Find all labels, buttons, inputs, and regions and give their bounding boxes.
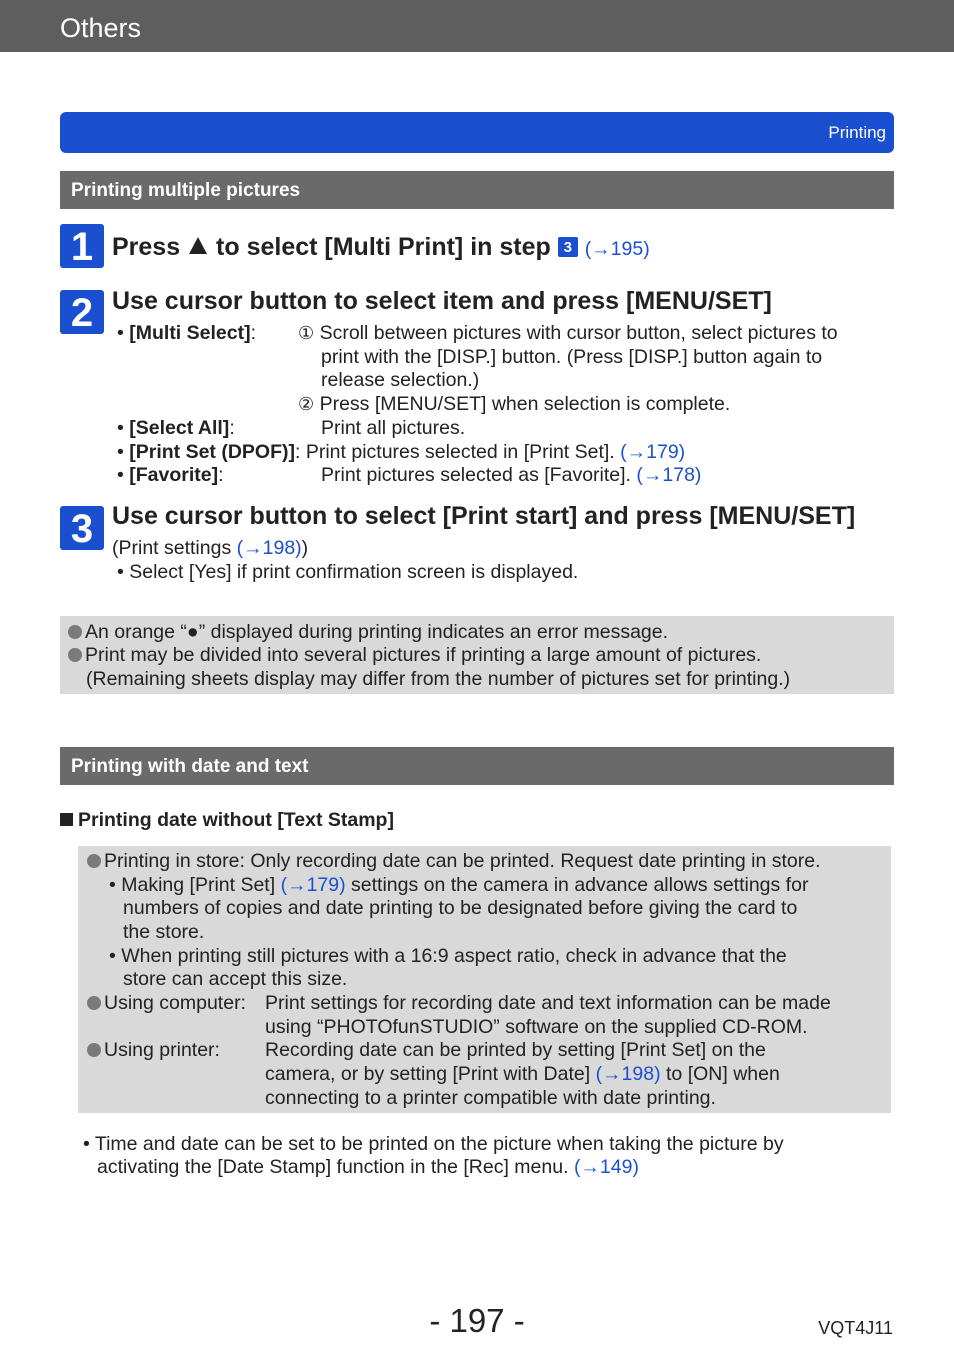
store-bullet-1: • Making [Print Set] (→179) settings on the camera in advance allows settings for xyxy=(109,874,809,896)
step-3-bullet: • Select [Yes] if print confirmation screen is displayed. xyxy=(117,561,579,583)
section-header-multi xyxy=(60,171,894,209)
model-code: VQT4J11 xyxy=(818,1318,893,1338)
favorite-desc: Print pictures selected as [Favorite]. (→178) xyxy=(321,464,702,486)
step-3-badge: 3 xyxy=(60,506,104,550)
step-1-text-a: Press xyxy=(112,233,181,261)
select-all-desc: Print all pictures. xyxy=(321,417,466,439)
multi-select-desc-1: ① Scroll between pictures with cursor button, select pictures to xyxy=(298,322,838,344)
computer-label: Using computer: xyxy=(87,992,246,1015)
store-line: Printing in store: Only recording date can be printed. Request date printing in store. xyxy=(87,850,821,873)
computer-desc-b: using “PHOTOfunSTUDIO” software on the supplied CD-ROM. xyxy=(265,1016,808,1038)
date-stamp-link[interactable]: (→149) xyxy=(573,1156,639,1178)
step-3-heading: Use cursor button to select [Print start] and press [MENU/SET] xyxy=(112,502,856,530)
printer-desc-b: camera, or by setting [Print with Date] (→198) to [ON] when xyxy=(265,1063,780,1085)
multi-select-desc-1b: print with the [DISP.] button. (Press [DISP.] button again to xyxy=(321,346,823,368)
step-2-heading: Use cursor button to select item and press [MENU/SET] xyxy=(112,287,772,315)
store-bullet-1c: the store. xyxy=(123,921,205,943)
multi-select-item: • [Multi Select]: xyxy=(117,322,257,344)
step-2-badge: 2 xyxy=(60,290,104,334)
square-bullet-icon xyxy=(60,813,73,826)
bullet-dot-icon xyxy=(68,648,82,662)
section-header-date xyxy=(60,747,894,785)
step-1-badge: 1 xyxy=(60,224,104,268)
topic-bar xyxy=(60,112,894,153)
note-1-line-1: An orange “●” displayed during printing indicates an error message. xyxy=(68,621,668,644)
step-1-heading xyxy=(112,233,650,262)
page-number: - 197 - xyxy=(429,1302,525,1339)
store-bullet-1b: numbers of copies and date printing to be designated before giving the card to xyxy=(123,897,798,919)
multi-select-desc-1c: release selection.) xyxy=(321,369,480,391)
bullet-dot-icon xyxy=(87,1043,101,1057)
printer-desc-a: Recording date can be printed by setting [Print Set] on the xyxy=(265,1039,766,1061)
bullet-dot-icon xyxy=(87,996,101,1010)
step-3-sub: (Print settings (→198)) xyxy=(112,537,309,559)
up-arrow-icon xyxy=(189,237,207,254)
printer-desc-c: connecting to a printer compatible with date printing. xyxy=(265,1087,716,1109)
final-line-2: activating the [Date Stamp] function in the [Rec] menu. (→149) xyxy=(97,1156,639,1178)
print-set-item: • [Print Set (DPOF)]: Print pictures selected in [Print Set]. (→179) xyxy=(117,441,686,463)
final-line-1: • Time and date can be set to be printed on the picture when taking the picture by xyxy=(83,1133,784,1155)
print-set-link[interactable]: (→179) xyxy=(620,441,686,463)
top-bar xyxy=(0,0,954,52)
step-1-text-b: to select [Multi Print] in step xyxy=(216,233,551,261)
sub-heading: Printing date without [Text Stamp] xyxy=(60,809,394,832)
step-1-link[interactable]: (→195) xyxy=(584,238,650,260)
printer-label: Using printer: xyxy=(87,1039,220,1062)
print-settings-link[interactable]: (→198) xyxy=(236,537,302,559)
bullet-dot-icon xyxy=(87,854,101,868)
topic-label: Printing xyxy=(828,123,886,142)
chapter-title: Others xyxy=(60,13,142,43)
bullet-dot-icon xyxy=(68,625,82,639)
store-bullet-2b: store can accept this size. xyxy=(123,968,348,990)
computer-desc-a: Print settings for recording date and text information can be made xyxy=(265,992,831,1014)
step-3-ref-icon: 3 xyxy=(558,237,578,257)
section-title: Printing multiple pictures xyxy=(71,180,301,201)
note-1-line-2: Print may be divided into several pictures if printing a large amount of pictures. xyxy=(68,644,761,667)
note-1-line-3: (Remaining sheets display may differ from the number of pictures set for printing.) xyxy=(86,668,791,690)
favorite-link[interactable]: (→178) xyxy=(636,464,702,486)
store-bullet-2: • When printing still pictures with a 16:9 aspect ratio, check in advance that the xyxy=(109,945,787,967)
print-date-link[interactable]: (→198) xyxy=(595,1063,661,1085)
black-dot-icon: ● xyxy=(186,621,199,643)
print-set-link-2[interactable]: (→179) xyxy=(280,874,346,896)
favorite-item: • [Favorite]: xyxy=(117,464,224,486)
multi-select-desc-2: ② Press [MENU/SET] when selection is complete. xyxy=(298,393,731,415)
select-all-item: • [Select All]: xyxy=(117,417,235,439)
section-title: Printing with date and text xyxy=(71,756,309,777)
